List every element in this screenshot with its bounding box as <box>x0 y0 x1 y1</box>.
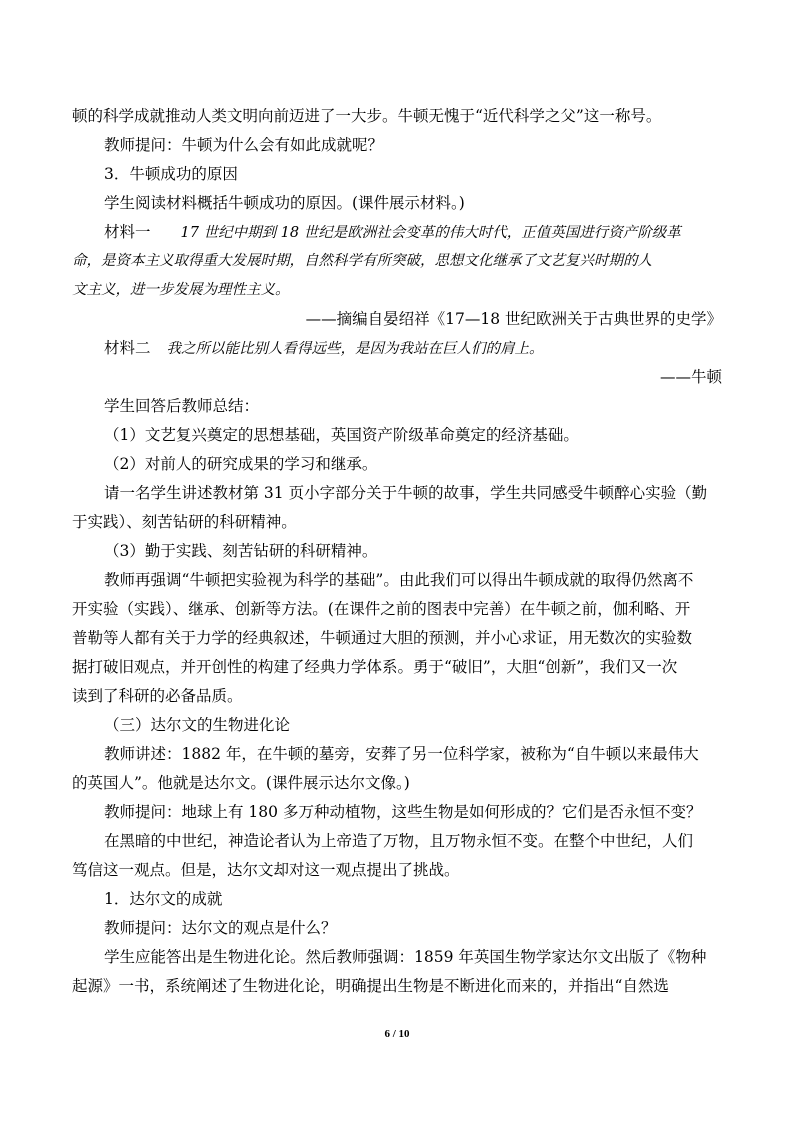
section-heading: （三）达尔文的生物进化论 <box>104 716 291 734</box>
text-line: 的英国人”。他就是达尔文。(课件展示达尔文像。) <box>72 774 410 792</box>
text-line: （2）对前人的研究成果的学习和继承。 <box>104 455 378 473</box>
material-text: 命，是资本主义取得重大发展时期，自然科学有所突破，思想文化继承了文艺复兴时期的人 <box>72 253 652 269</box>
text-line: 学生阅读材料概括牛顿成功的原因。(课件展示材料。) <box>104 194 465 212</box>
text-line: 起源》一书，系统阐述了生物进化论，明确提出生物是不断进化而来的，并指出“自然选 <box>72 977 669 995</box>
text-line: （3）勤于实践、刻苦钻研的科研精神。 <box>104 542 378 560</box>
section-heading: 3．牛顿成功的原因 <box>104 165 238 183</box>
text-line: 教师提问：地球上有 180 多万种动植物，这些生物是如何形成的？它们是否永恒不变？ <box>104 803 702 821</box>
material-two <box>104 338 544 359</box>
text-line: 普勒等人都有关于力学的经典叙述，牛顿通过大胆的预测，并小心求证，用无数次的实验数 <box>72 629 693 647</box>
page-number: 6 / 10 <box>384 1028 410 1040</box>
text-line: 于实践）、刻苦钻研的科研精神。 <box>72 513 297 531</box>
text-line: （1）文艺复兴奠定的思想基础，英国资产阶级革命奠定的经济基础。 <box>104 426 579 444</box>
text-line: 教师提问：达尔文的观点是什么？ <box>104 919 337 937</box>
text-line: 开实验（实践）、继承、创新等方法。(在课件之前的图表中完善）在牛顿之前，伽利略、开 <box>72 600 691 618</box>
citation: ——牛顿 <box>659 368 722 386</box>
text-line: 教师讲述：1882 年，在牛顿的墓旁，安葬了另一位科学家，被称为“自牛顿以来最伟大 <box>104 745 699 763</box>
text-line: 请一名学生讲述教材第 31 页小字部分关于牛顿的故事，学生共同感受牛顿醉心实验（勤 <box>104 484 708 502</box>
text-line: 教师再强调“牛顿把实验视为科学的基础”。由此我们可以得出牛顿成就的取得仍然离不 <box>104 571 694 589</box>
material-text: 文主义，进一步发展为理性主义。 <box>72 282 290 298</box>
text-line: 据打破旧观点，并开创性的构建了经典力学体系。勇于“破旧”，大胆“创新”，我们又一次 <box>72 658 678 676</box>
text-line: 学生回答后教师总结： <box>104 397 260 415</box>
text-line: 顿的科学成就推动人类文明向前迈进了一大步。牛顿无愧于“近代科学之父”这一称号。 <box>72 107 662 125</box>
material-one <box>104 222 681 243</box>
text-line: 读到了科研的必备品质。 <box>72 687 243 705</box>
text-line: 教师提问：牛顿为什么会有如此成就呢？ <box>104 136 384 154</box>
citation: ——摘编自晏绍祥《17—18 世纪欧洲关于古典世界的史学》 <box>305 310 722 328</box>
section-heading: 1．达尔文的成就 <box>104 890 223 908</box>
material-label: 材料一 <box>104 223 151 241</box>
material-text: 我之所以能比别人看得远些，是因为我站在巨人们的肩上。 <box>166 341 544 357</box>
text-line: 笃信这一观点。但是，达尔文却对这一观点提出了挑战。 <box>72 861 460 879</box>
material-label: 材料二 <box>104 339 151 357</box>
text-line: 学生应能答出是生物进化论。然后教师强调：1859 年英国生物学家达尔文出版了《物种 <box>104 948 707 966</box>
material-text: 17 世纪中期到 18 世纪是欧洲社会变革的伟大时代，正值英国进行资产阶级革 <box>180 225 681 241</box>
text-line: 在黑暗的中世纪，神造论者认为上帝造了万物，且万物永恒不变。在整个中世纪，人们 <box>104 832 694 850</box>
